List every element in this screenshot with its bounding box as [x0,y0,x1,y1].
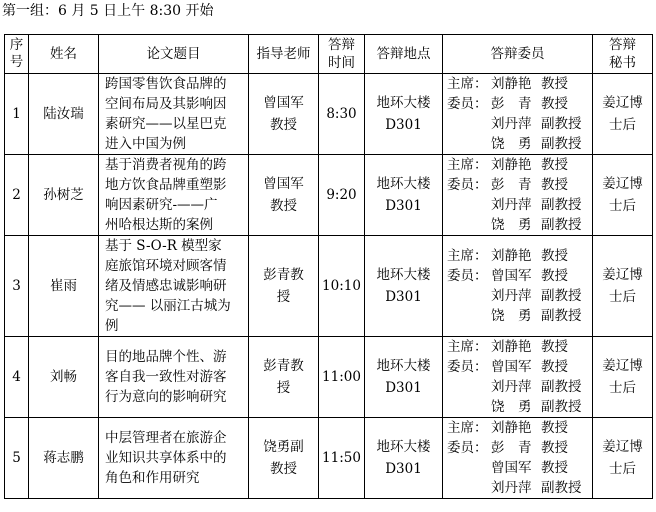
table-row [5,337,653,418]
committee-member [447,266,592,286]
committee-member-name: 刘丹萍 [491,480,532,496]
secretary-name-text: 姜辽博士后 [602,267,643,305]
committee-role: 主席： [447,76,488,92]
committee-member [447,458,592,478]
advisor-name-text: 饶勇副教授 [263,439,304,477]
committee-member-rank: 教授 [541,440,568,456]
table-row [5,155,653,236]
advisor-name-text: 彭青教授 [263,358,304,396]
secretary-name [593,74,653,155]
table-row [5,418,653,499]
defense-schedule-table [4,34,653,499]
committee-member-rank: 教授 [541,460,568,476]
committee-member [447,134,592,154]
committee-members [443,236,593,337]
secretary-name-text: 姜辽博士后 [602,95,643,133]
committee-member-rank: 副教授 [541,480,582,496]
committee-member-rank: 教授 [541,76,568,92]
committee-member-rank: 教授 [541,248,568,264]
secretary-name [593,337,653,418]
advisor-name-text: 彭青教授 [263,267,304,305]
header-place: 答辩地点 [365,35,443,74]
advisor-name [249,74,319,155]
student-name: 蒋志鹏 [29,418,99,499]
committee-member [447,195,592,215]
defense-place [365,418,443,499]
committee-member-name: 彭 青 [491,177,532,193]
committee-role: 主席： [447,157,488,173]
committee-role [447,458,491,478]
thesis-topic-text: 目的地品牌个性、游客自我一致性对游客行为意向的影响研究 [105,349,227,405]
committee-role [447,478,491,498]
committee-member-name: 刘静艳 [491,157,532,173]
committee-role: 委员： [447,359,488,375]
committee-member [447,246,592,266]
thesis-topic [99,418,249,499]
committee-member-rank: 副教授 [541,197,582,213]
secretary-name [593,155,653,236]
committee-member-rank: 副教授 [541,399,582,415]
committee-members [443,74,593,155]
row-number: 2 [5,155,29,236]
committee-role: 委员： [447,96,488,112]
committee-member [447,478,592,498]
committee-member-rank: 教授 [541,268,568,284]
advisor-name [249,236,319,337]
defense-place-text: 地环大楼D301 [376,358,431,396]
committee-member-name: 刘静艳 [491,420,532,436]
header-committee: 答辩委员 [443,35,593,74]
student-name: 崔雨 [29,236,99,337]
defense-place-text: 地环大楼D301 [376,267,431,305]
row-number: 3 [5,236,29,337]
defense-place [365,337,443,418]
defense-time: 10:10 [319,236,365,337]
thesis-topic [99,337,249,418]
committee-member-rank: 副教授 [541,217,582,233]
committee-member-rank: 教授 [541,420,568,436]
committee-role [447,286,491,306]
committee-role [447,306,491,326]
committee-member-name: 刘静艳 [491,76,532,92]
committee-member [447,74,592,94]
row-number: 1 [5,74,29,155]
committee-members [443,337,593,418]
committee-role: 主席： [447,339,488,355]
committee-member-rank: 副教授 [541,308,582,324]
header-no: 序号 [5,35,29,74]
row-number: 4 [5,337,29,418]
defense-place-text: 地环大楼D301 [376,439,431,477]
committee-member-name: 刘丹萍 [491,379,532,395]
committee-member [447,337,592,357]
advisor-name-text: 曾国军教授 [263,176,304,214]
thesis-topic-text: 中层管理者在旅游企业知识共享体系中的角色和作用研究 [105,430,227,486]
committee-member-rank: 教授 [541,359,568,375]
committee-member [447,418,592,438]
committee-member [447,94,592,114]
committee-member [447,397,592,417]
committee-member [447,175,592,195]
defense-time: 11:00 [319,337,365,418]
committee-member-name: 刘丹萍 [491,197,532,213]
advisor-name [249,418,319,499]
header-secretary: 答辩秘书 [593,35,653,74]
defense-time: 8:30 [319,74,365,155]
committee-member-rank: 副教授 [541,379,582,395]
committee-member-name: 饶 勇 [491,217,532,233]
committee-member [447,286,592,306]
committee-member-rank: 副教授 [541,116,582,132]
group-title: 第一组：6 月 5 日上午 8:30 开始 [2,3,214,19]
committee-member-name: 曾国军 [491,268,532,284]
committee-member-name: 刘静艳 [491,248,532,264]
thesis-topic-text: 基于 S-O-R 模型家庭旅馆环境对顾客情绪及情感忠诚影响研究—— 以丽江古城为例 [105,238,231,334]
defense-place [365,74,443,155]
committee-member-rank: 副教授 [541,136,582,152]
table-row [5,236,653,337]
row-number: 5 [5,418,29,499]
committee-member [447,155,592,175]
committee-member-name: 刘丹萍 [491,288,532,304]
defense-place-text: 地环大楼D301 [376,95,431,133]
committee-role: 委员： [447,440,488,456]
header-advisor: 指导老师 [249,35,319,74]
student-name: 孙树芝 [29,155,99,236]
table-row [5,74,653,155]
header-name: 姓名 [29,35,99,74]
committee-member-rank: 教授 [541,177,568,193]
thesis-topic-text: 跨国零售饮食品牌的空间布局及其影响因素研究——以星巴克进入中国为例 [105,76,227,152]
committee-member-rank: 副教授 [541,288,582,304]
secretary-name-text: 姜辽博士后 [602,439,643,477]
header-row [5,35,653,74]
secretary-name-text: 姜辽博士后 [602,358,643,396]
committee-member-name: 饶 勇 [491,136,532,152]
thesis-topic-text: 基于消费者视角的跨地方饮食品牌重塑影响因素研究-——广州哈根达斯的案例 [105,157,227,233]
committee-member-rank: 教授 [541,157,568,173]
committee-member-name: 彭 青 [491,440,532,456]
committee-members [443,155,593,236]
defense-place [365,236,443,337]
thesis-topic [99,74,249,155]
committee-member-name: 刘静艳 [491,339,532,355]
defense-time: 11:50 [319,418,365,499]
student-name: 陆汝瑞 [29,74,99,155]
advisor-name-text: 曾国军教授 [263,95,304,133]
thesis-topic [99,236,249,337]
committee-role [447,377,491,397]
header-topic: 论文题目 [99,35,249,74]
committee-member-name: 曾国军 [491,460,532,476]
committee-member [447,306,592,326]
committee-member [447,377,592,397]
committee-member [447,114,592,134]
defense-place-text: 地环大楼D301 [376,176,431,214]
advisor-name [249,155,319,236]
secretary-name [593,418,653,499]
advisor-name [249,337,319,418]
committee-member-name: 彭 青 [491,96,532,112]
committee-role [447,215,491,235]
committee-member-name: 饶 勇 [491,308,532,324]
committee-role [447,397,491,417]
defense-place [365,155,443,236]
committee-role: 主席： [447,420,488,436]
committee-member [447,438,592,458]
header-time: 答辩时间 [319,35,365,74]
committee-member-rank: 教授 [541,339,568,355]
committee-member-name: 刘丹萍 [491,116,532,132]
committee-role [447,134,491,154]
student-name: 刘畅 [29,337,99,418]
committee-member [447,215,592,235]
thesis-topic [99,155,249,236]
committee-member [447,357,592,377]
committee-member-rank: 教授 [541,96,568,112]
committee-member-name: 曾国军 [491,359,532,375]
committee-role [447,195,491,215]
committee-role: 委员： [447,177,488,193]
defense-time: 9:20 [319,155,365,236]
committee-members [443,418,593,499]
committee-role: 委员： [447,268,488,284]
secretary-name-text: 姜辽博士后 [602,176,643,214]
committee-role [447,114,491,134]
secretary-name [593,236,653,337]
committee-role: 主席： [447,248,488,264]
committee-member-name: 饶 勇 [491,399,532,415]
